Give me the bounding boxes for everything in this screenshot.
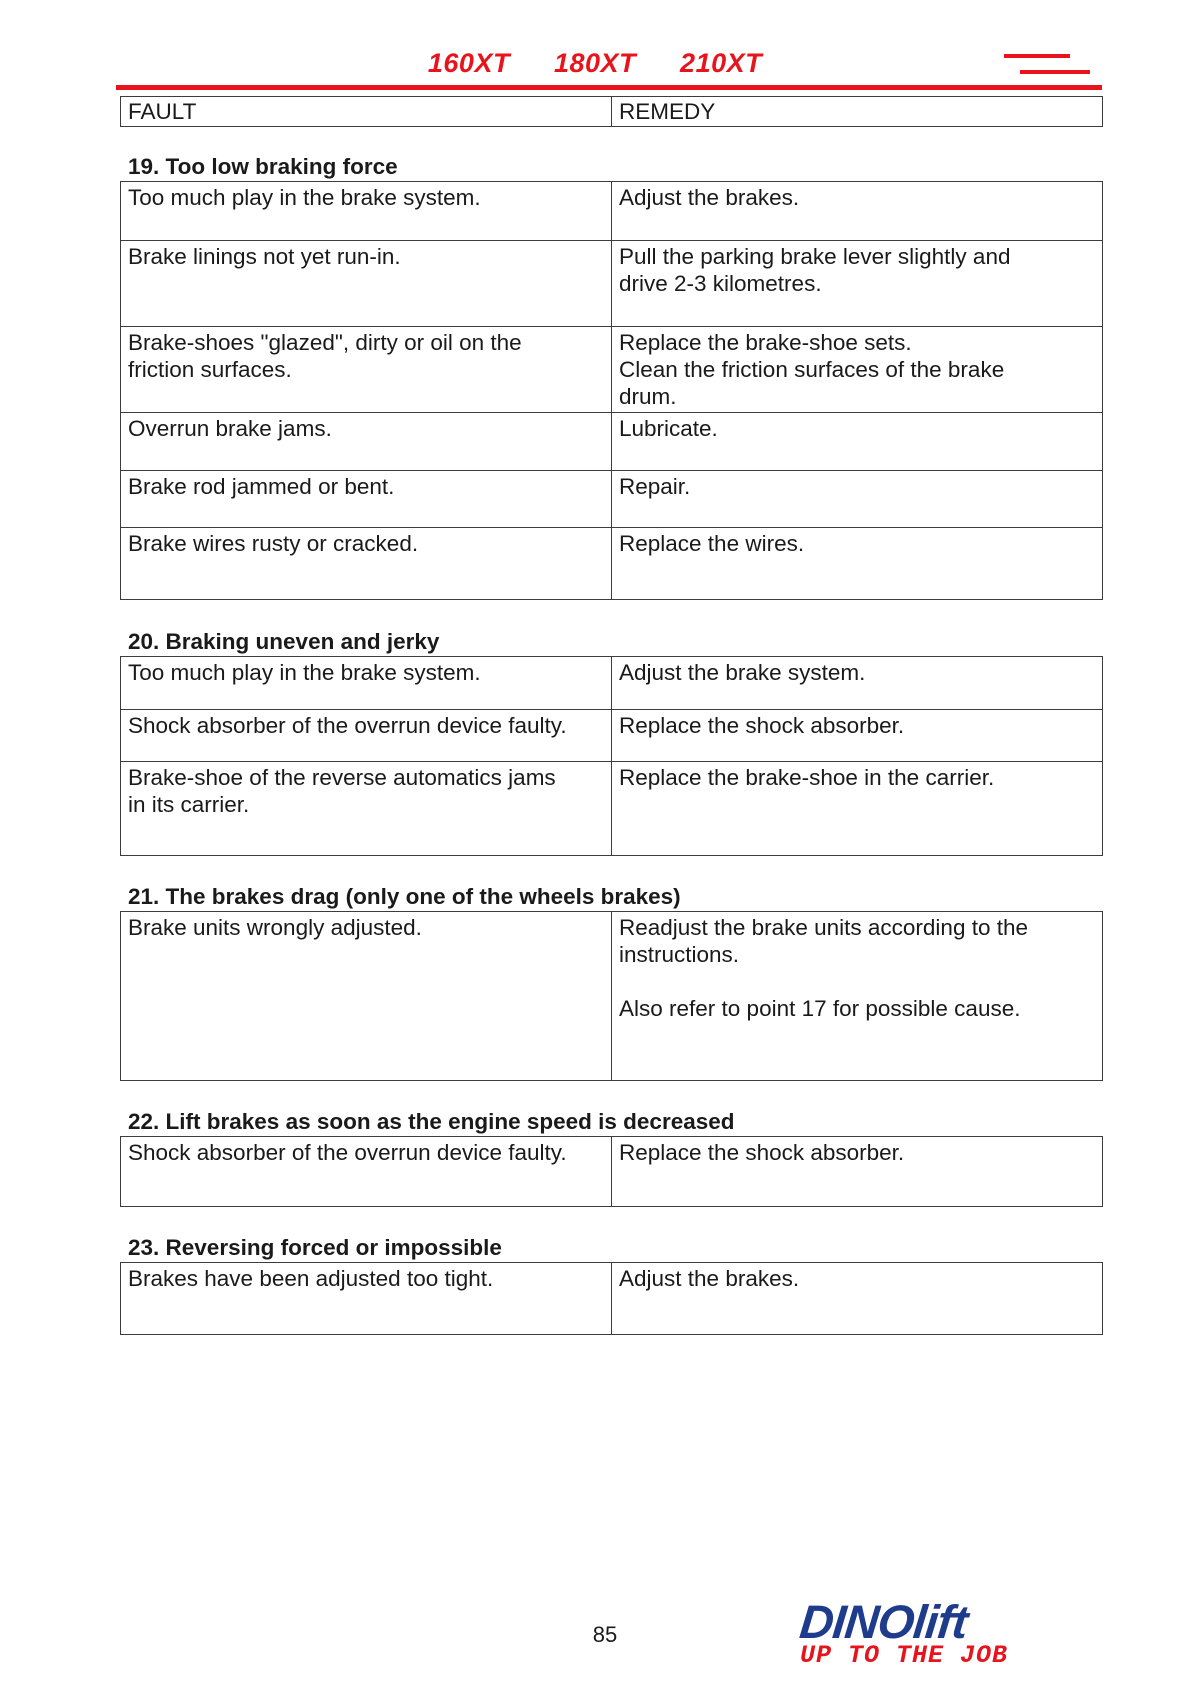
fault-cell: Overrun brake jams. <box>121 413 612 471</box>
section-table-20 <box>120 656 1103 856</box>
remedy-cell: Adjust the brakes. <box>612 1263 1103 1335</box>
fault-cell: Brake linings not yet run-in. <box>121 241 612 327</box>
remedy-cell: Adjust the brakes. <box>612 182 1103 241</box>
fault-column-header: FAULT <box>121 97 612 127</box>
remedy-cell: Adjust the brake system. <box>612 657 1103 710</box>
table-row <box>121 1137 1103 1207</box>
section-table-22 <box>120 1136 1103 1207</box>
table-row <box>121 912 1103 1081</box>
model-180xt: 180XT <box>553 48 637 78</box>
table-row <box>121 327 1103 413</box>
fault-cell: Shock absorber of the overrun device faulty. <box>121 1137 612 1207</box>
section-table-21 <box>120 911 1103 1081</box>
table-row <box>121 182 1103 241</box>
table-row <box>121 471 1103 528</box>
fault-cell: Too much play in the brake system. <box>121 657 612 710</box>
fault-cell: Brakes have been adjusted too tight. <box>121 1263 612 1335</box>
table-row <box>121 1263 1103 1335</box>
dinolift-logo <box>797 1595 1010 1670</box>
fault-cell: Brake-shoe of the reverse automatics jams in its carrier. <box>121 762 612 856</box>
header-divider <box>116 85 1102 90</box>
remedy-cell: Replace the shock absorber. <box>612 710 1103 762</box>
remedy-cell: Replace the wires. <box>612 528 1103 600</box>
remedy-cell: Replace the brake-shoe in the carrier. <box>612 762 1103 856</box>
model-160xt: 160XT <box>427 48 510 78</box>
remedy-cell: Pull the parking brake lever slightly and drive 2-3 kilometres. <box>612 241 1103 327</box>
logo-tagline: UP TO THE JOB <box>800 1641 1009 1670</box>
fault-cell: Brake-shoes "glazed", dirty or oil on the friction surfaces. <box>121 327 612 413</box>
table-row <box>121 413 1103 471</box>
header-mark-top-line <box>1004 54 1070 58</box>
section-table-19 <box>120 181 1103 600</box>
fault-cell: Brake rod jammed or bent. <box>121 471 612 528</box>
table-row <box>121 657 1103 710</box>
header-mark-bottom-line <box>1020 70 1090 74</box>
section-title-20: 20. Braking uneven and jerky <box>128 629 440 654</box>
table-row <box>121 241 1103 327</box>
fault-cell: Too much play in the brake system. <box>121 182 612 241</box>
section-title-22: 22. Lift brakes as soon as the engine speed is decreased <box>128 1109 735 1134</box>
section-title-23: 23. Reversing forced or impossible <box>128 1235 502 1260</box>
model-210xt: 210XT <box>680 48 763 78</box>
header-model-list <box>0 48 1190 79</box>
section-title-21: 21. The brakes drag (only one of the wheels brakes) <box>128 884 681 909</box>
remedy-cell: Replace the shock absorber. <box>612 1137 1103 1207</box>
table-row <box>121 762 1103 856</box>
table-row <box>121 528 1103 600</box>
section-table-23 <box>120 1262 1103 1335</box>
page-number: 85 <box>592 1622 618 1647</box>
remedy-cell: Lubricate. <box>612 413 1103 471</box>
fault-cell: Brake wires rusty or cracked. <box>121 528 612 600</box>
table-row <box>121 710 1103 762</box>
section-title-19: 19. Too low braking force <box>128 154 398 179</box>
column-header-table <box>120 96 1103 127</box>
remedy-cell: Replace the brake-shoe sets. Clean the friction surfaces of the brake drum. <box>612 327 1103 413</box>
remedy-cell: Repair. <box>612 471 1103 528</box>
fault-cell: Brake units wrongly adjusted. <box>121 912 612 1081</box>
fault-cell: Shock absorber of the overrun device faulty. <box>121 710 612 762</box>
remedy-column-header: REMEDY <box>612 97 1103 127</box>
logo-wordmark: DINOlift <box>797 1595 970 1648</box>
remedy-cell: Readjust the brake units according to the instructions. Also refer to point 17 for possible cause. <box>612 912 1103 1081</box>
